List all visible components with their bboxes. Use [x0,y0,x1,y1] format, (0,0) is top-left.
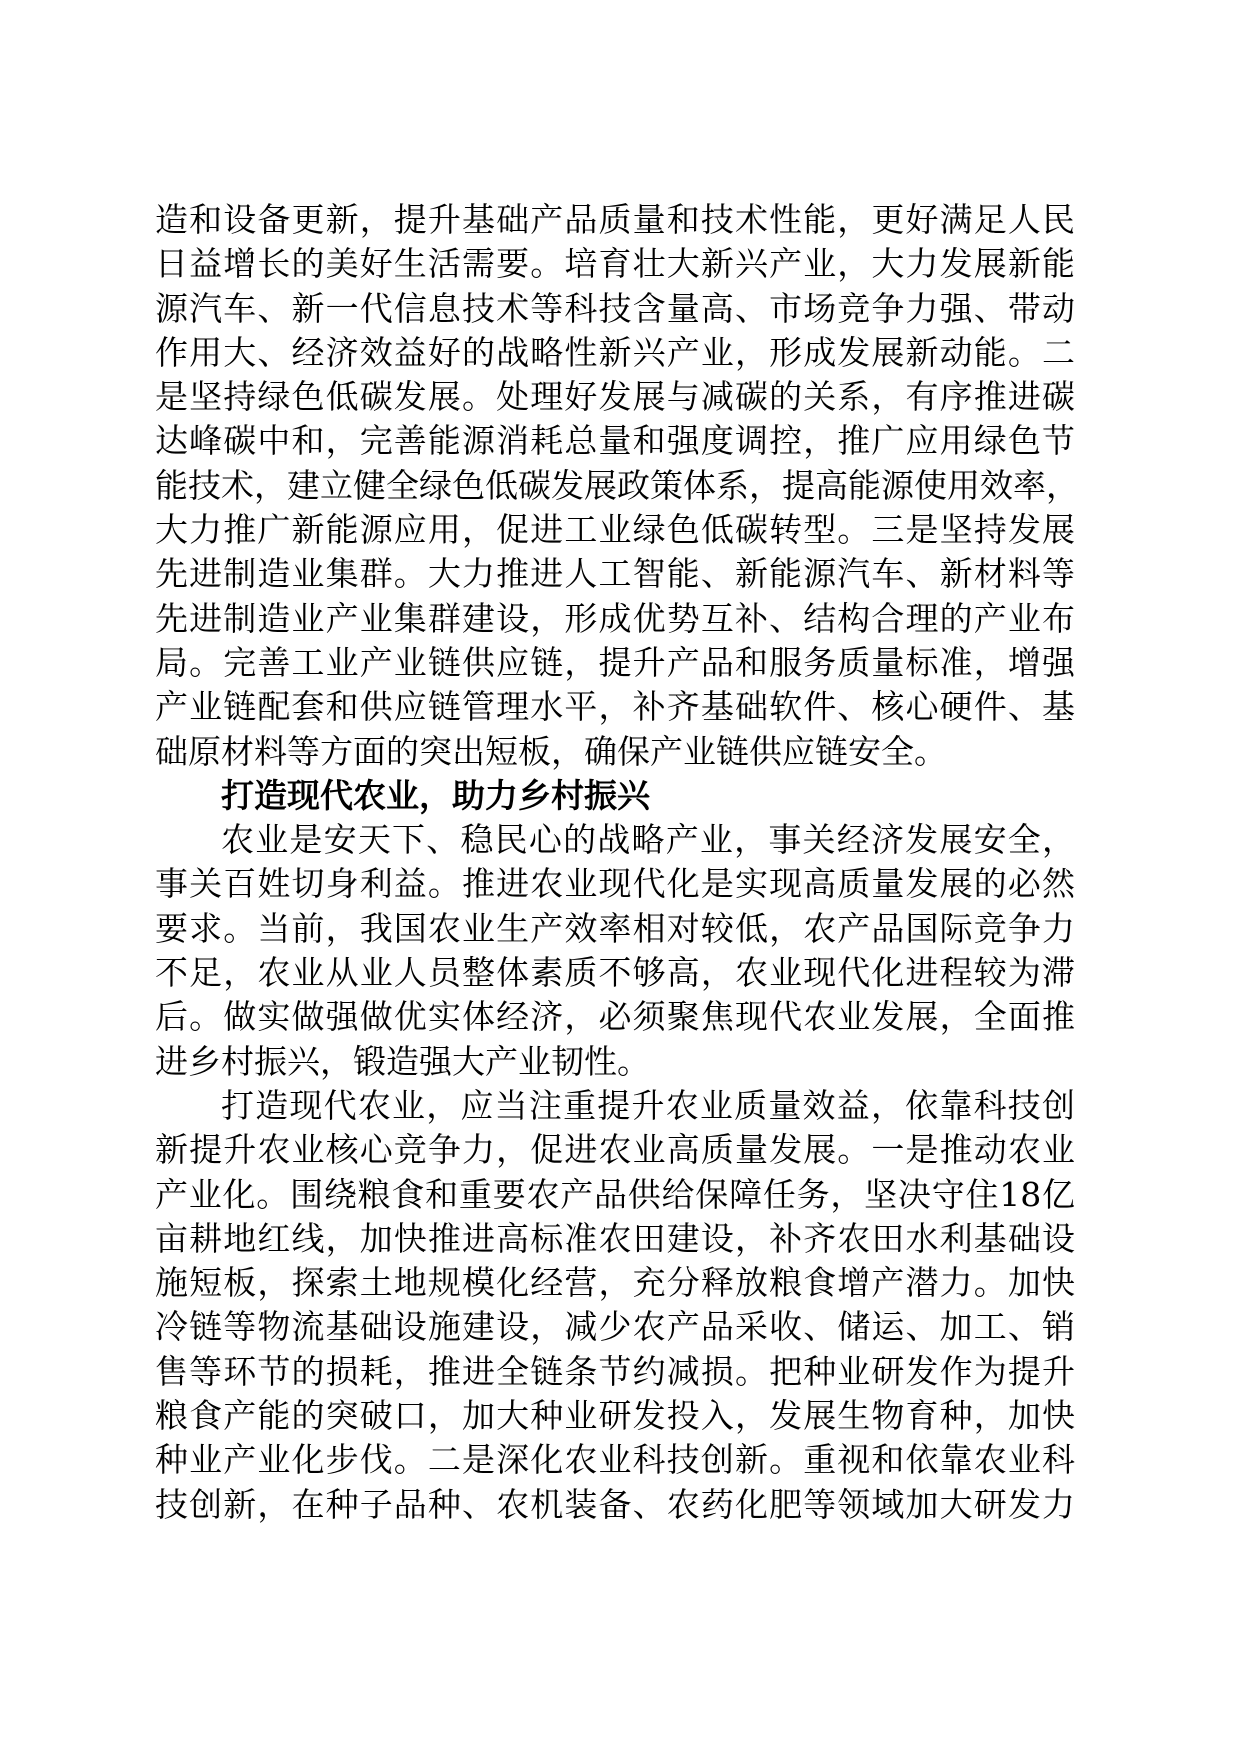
text-line: 源汽车、新一代信息技术等科技含量高、市场竞争力强、带动 [155,288,1075,328]
text-line: 后。做实做强做优实体经济，必须聚焦现代农业发展，全面推 [155,997,1075,1037]
text-line: 础原材料等方面的突出短板，确保产业链供应链安全。 [155,731,947,771]
text-line: 大力推广新能源应用，促进工业绿色低碳转型。三是坚持发展 [155,510,1075,550]
text-line: 达峰碳中和，完善能源消耗总量和强度调控，推广应用绿色节 [155,421,1075,461]
text-line: 打造现代农业，应当注重提升农业质量效益，依靠科技创 [221,1085,1075,1125]
text-line: 作用大、经济效益好的战略性新兴产业，形成发展新动能。二 [155,332,1075,372]
text-line: 先进制造业集群。大力推进人工智能、新能源汽车、新材料等 [155,554,1075,594]
text-line: 造和设备更新，提升基础产品质量和技术性能，更好满足人民 [155,200,1075,239]
text-line: 技创新，在种子品种、农机装备、农药化肥等领域加大研发力 [155,1484,1075,1524]
text-line: 先进制造业产业集群建设，形成优势互补、结构合理的产业布 [155,598,1075,638]
paragraph [155,818,1075,1084]
text-line: 不足，农业从业人员整体素质不够高，农业现代化进程较为滞 [155,953,1075,993]
section-heading [155,774,1075,818]
text-line: 售等环节的损耗，推进全链条节约减损。把种业研发作为提升 [155,1351,1075,1391]
paragraph [155,1084,1075,1527]
text-line: 是坚持绿色低碳发展。处理好发展与减碳的关系，有序推进碳 [155,377,1075,417]
document-body [155,198,1079,1527]
text-line: 亩耕地红线，加快推进高标准农田建设，补齐农田水利基础设 [155,1218,1075,1258]
text-line: 农业是安天下、稳民心的战略产业，事关经济发展安全， [221,820,1075,860]
paragraph [155,198,1079,774]
text-line: 局。完善工业产业链供应链，提升产品和服务质量标准，增强 [155,642,1075,682]
text-line: 新提升农业核心竞争力，促进农业高质量发展。一是推动农业 [155,1130,1075,1170]
text-line: 产业链配套和供应链管理水平，补齐基础软件、核心硬件、基 [155,687,1075,727]
text-line: 事关百姓切身利益。推进农业现代化是实现高质量发展的必然 [155,864,1075,904]
heading-text: 打造现代农业，助力乡村振兴 [221,775,650,815]
text-line: 种业产业化步伐。二是深化农业科技创新。重视和依靠农业科 [155,1440,1075,1480]
text-line: 产业化。围绕粮食和重要农产品供给保障任务，坚决守住18亿 [155,1174,1075,1214]
text-line: 冷链等物流基础设施建设，减少农产品采收、储运、加工、销 [155,1307,1075,1347]
text-line: 进乡村振兴，锻造强大产业韧性。 [155,1041,650,1081]
text-line: 要求。当前，我国农业生产效率相对较低，农产品国际竞争力 [155,908,1075,948]
text-line: 能技术，建立健全绿色低碳发展政策体系，提高能源使用效率， [155,465,1079,505]
text-line: 日益增长的美好生活需要。培育壮大新兴产业，大力发展新能 [155,244,1075,284]
text-line: 粮食产能的突破口，加大种业研发投入，发展生物育种，加快 [155,1396,1075,1436]
text-line: 施短板，探索土地规模化经营，充分释放粮食增产潜力。加快 [155,1263,1075,1303]
